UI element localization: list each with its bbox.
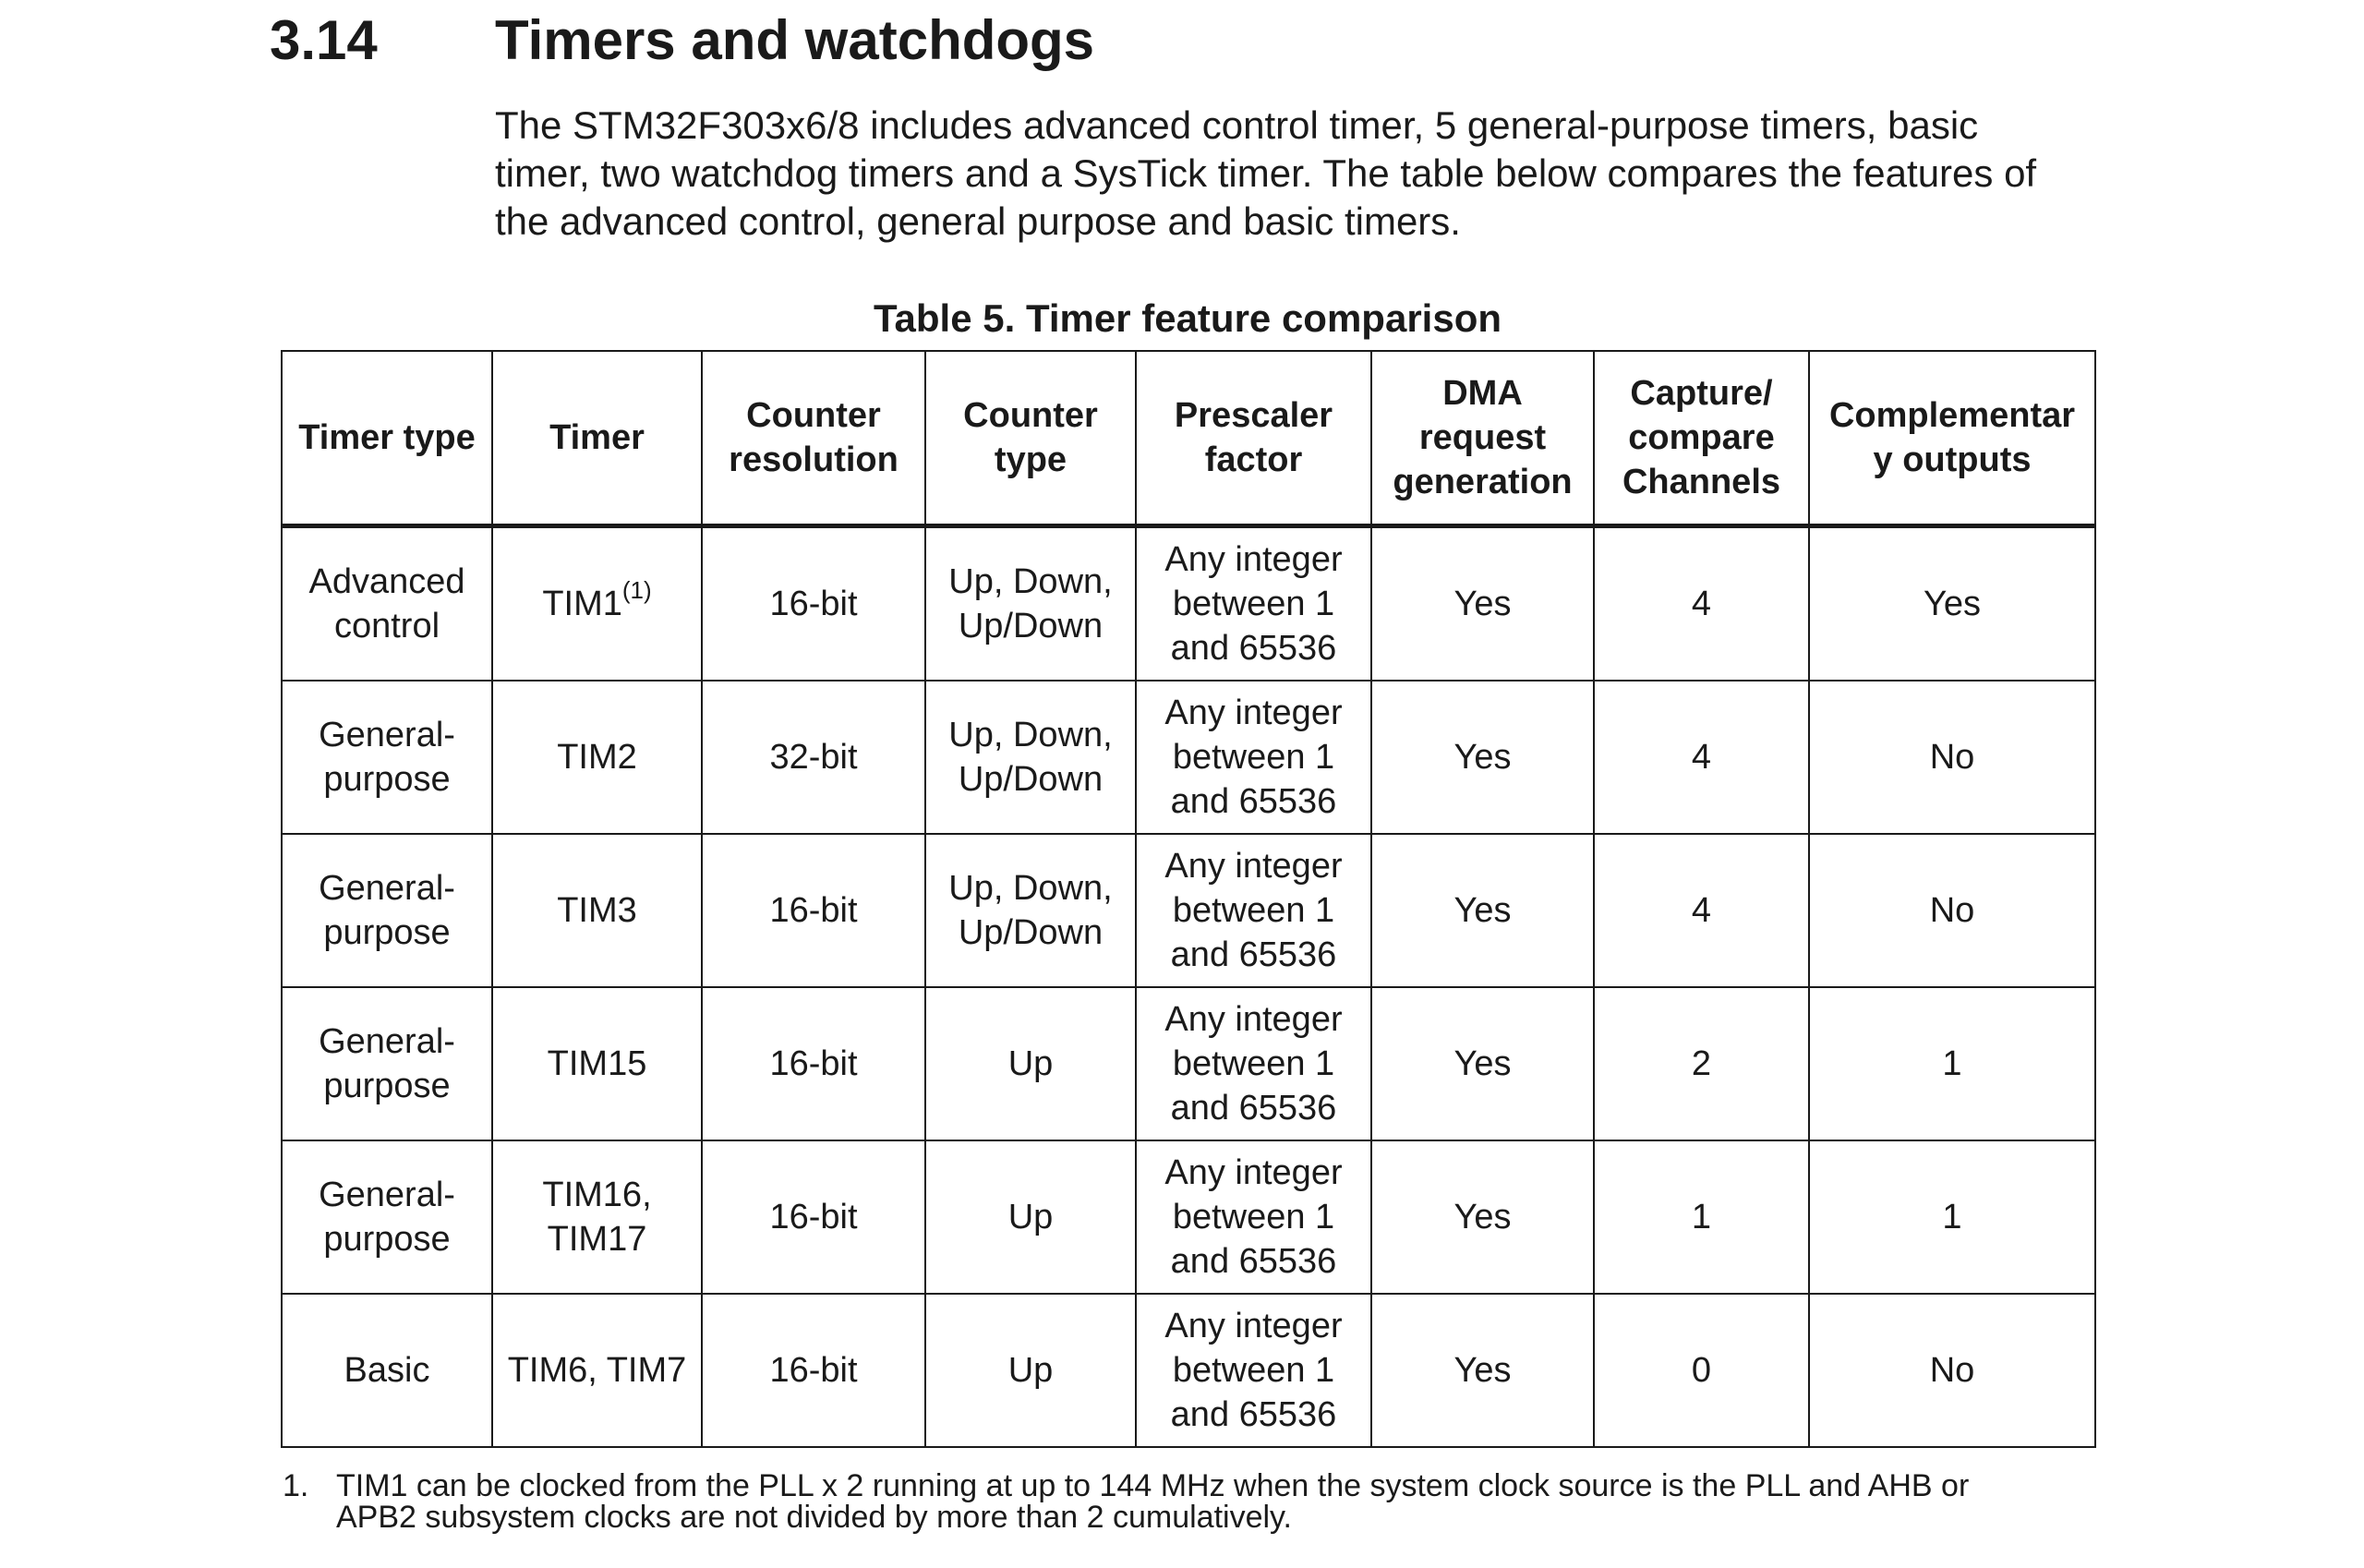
footnote-line: APB2 subsystem clocks are not divided by more than 2 cumulatively. [336,1500,1292,1535]
cell-dma-request: Yes [1371,987,1594,1140]
cell-counter-resolution: 16-bit [702,987,925,1140]
cell-dma-request: Yes [1371,681,1594,834]
cell-capture-compare: 4 [1594,834,1809,987]
cell-counter-resolution: 16-bit [702,526,925,681]
cell-dma-request: Yes [1371,834,1594,987]
table-row [282,681,2095,834]
cell-timer-type: Advanced control [282,526,492,681]
cell-capture-compare: 4 [1594,526,1809,681]
intro-line: timer, two watchdog timers and a SysTick timer. The table below compares the features of [495,151,2037,195]
section-title: Timers and watchdogs [495,9,1095,71]
header-capture-compare: Capture/ compare Channels [1594,351,1809,526]
header-complementary-outputs: Complementar y outputs [1809,351,2095,526]
table-caption: Table 5. Timer feature comparison [874,296,1502,340]
header-prescaler-factor: Prescaler factor [1136,351,1371,526]
cell-timer-type: General- purpose [282,681,492,834]
intro-paragraph [495,102,2176,246]
cell-timer: TIM2 [492,681,702,834]
table-row [282,1294,2095,1447]
footnote-number: 1. [283,1468,309,1503]
cell-timer-type: General- purpose [282,834,492,987]
header-timer: Timer [492,351,702,526]
cell-timer-type: Basic [282,1294,492,1447]
intro-line: the advanced control, general purpose and basic timers. [495,199,1461,243]
table-row [282,526,2095,681]
cell-dma-request: Yes [1371,526,1594,681]
cell-capture-compare: 2 [1594,987,1809,1140]
cell-counter-resolution: 32-bit [702,681,925,834]
cell-complementary-outputs: No [1809,681,2095,834]
cell-complementary-outputs: 1 [1809,987,2095,1140]
cell-counter-type: Up [925,1140,1136,1294]
cell-prescaler-factor: Any integer between 1 and 65536 [1136,1140,1371,1294]
cell-capture-compare: 0 [1594,1294,1809,1447]
cell-complementary-outputs: 1 [1809,1140,2095,1294]
cell-counter-resolution: 16-bit [702,1140,925,1294]
timer-feature-table [281,350,2096,1448]
footnote-line: TIM1 can be clocked from the PLL x 2 running at up to 144 MHz when the system clock source is the PLL and AHB or [336,1468,1970,1503]
cell-prescaler-factor: Any integer between 1 and 65536 [1136,681,1371,834]
cell-counter-type: Up [925,1294,1136,1447]
cell-counter-resolution: 16-bit [702,834,925,987]
table-row [282,1140,2095,1294]
header-counter-resolution: Counter resolution [702,351,925,526]
cell-timer: TIM1$^{(1)}$ [492,526,702,681]
cell-prescaler-factor: Any integer between 1 and 65536 [1136,1294,1371,1447]
header-counter-type: Counter type [925,351,1136,526]
cell-capture-compare: 1 [1594,1140,1809,1294]
cell-counter-type: Up, Down, Up/Down [925,681,1136,834]
table-row [282,834,2095,987]
cell-timer: TIM16, TIM17 [492,1140,702,1294]
table-footnote [281,1470,2094,1533]
cell-timer-type: General- purpose [282,1140,492,1294]
cell-prescaler-factor: Any integer between 1 and 65536 [1136,834,1371,987]
cell-complementary-outputs: Yes [1809,526,2095,681]
table-row [282,987,2095,1140]
cell-timer: TIM15 [492,987,702,1140]
cell-complementary-outputs: No [1809,834,2095,987]
cell-counter-resolution: 16-bit [702,1294,925,1447]
table-header-row [282,351,2095,526]
cell-timer: TIM3 [492,834,702,987]
cell-capture-compare: 4 [1594,681,1809,834]
section-number: 3.14 [270,9,378,71]
footnote-text [336,1470,2094,1533]
header-dma-request: DMA request generation [1371,351,1594,526]
cell-timer: TIM6, TIM7 [492,1294,702,1447]
cell-counter-type: Up, Down, Up/Down [925,834,1136,987]
footnote-reference: (1) [621,576,652,605]
header-timer-type: Timer type [282,351,492,526]
cell-dma-request: Yes [1371,1294,1594,1447]
cell-complementary-outputs: No [1809,1294,2095,1447]
cell-counter-type: Up, Down, Up/Down [925,526,1136,681]
intro-line: The STM32F303x6/8 includes advanced control timer, 5 general-purpose timers, basic [495,103,1979,147]
cell-dma-request: Yes [1371,1140,1594,1294]
cell-prescaler-factor: Any integer between 1 and 65536 [1136,526,1371,681]
cell-prescaler-factor: Any integer between 1 and 65536 [1136,987,1371,1140]
cell-counter-type: Up [925,987,1136,1140]
cell-timer-type: General- purpose [282,987,492,1140]
